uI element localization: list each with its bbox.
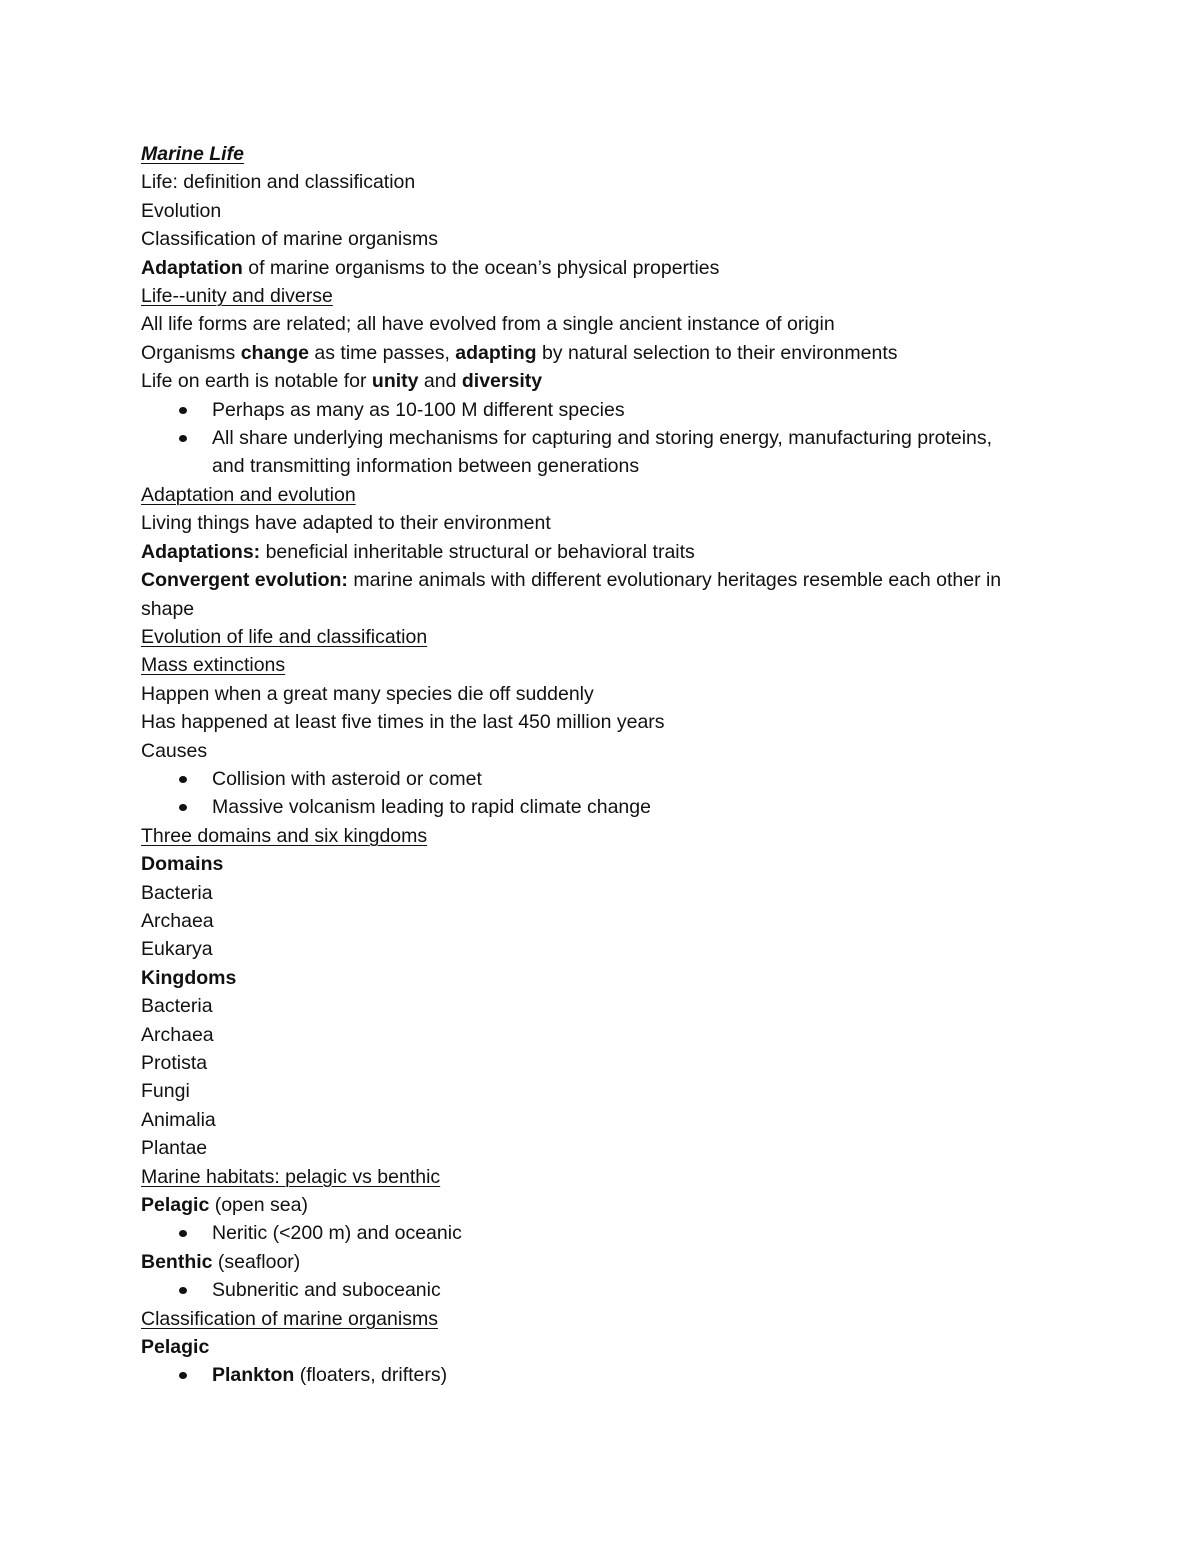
- bullet-item: [141, 1219, 1041, 1247]
- text-run: (open sea): [209, 1194, 308, 1217]
- bullet-item: [141, 1276, 1041, 1304]
- bullet-text: Collision with asteroid or comet: [212, 767, 482, 790]
- term-pelagic: Pelagic: [141, 1336, 210, 1359]
- text-run: (seafloor): [212, 1250, 301, 1273]
- adaptation-text: of marine organisms to the ocean’s physical properties: [242, 256, 720, 279]
- text-run: and: [418, 370, 462, 393]
- bullet-dot-icon: [179, 1372, 187, 1379]
- bullet-item: [141, 793, 1041, 821]
- bullet-text: Perhaps as many as 10-100 M different species: [212, 398, 625, 421]
- term-change: change: [240, 341, 309, 364]
- heading-classification: Classification of marine organisms: [141, 1307, 438, 1330]
- pelagic-line: [141, 1191, 1041, 1219]
- adaptation-line: [141, 254, 1041, 282]
- bullet-dot-icon: [179, 407, 187, 414]
- adapt-definition-2: [141, 566, 1031, 623]
- domains-label: [141, 850, 1041, 878]
- kingdom-item: Animalia: [141, 1108, 216, 1131]
- bullet-item: [141, 765, 1041, 793]
- term-kingdoms: Kingdoms: [141, 966, 237, 989]
- bullet-text: Massive volcanism leading to rapid climate change: [212, 796, 651, 819]
- heading-evolution-classification: Evolution of life and classification: [141, 625, 428, 648]
- bullet-dot-icon: [179, 1287, 187, 1294]
- bullet-text: Neritic (<200 m) and oceanic: [212, 1222, 462, 1245]
- bullet-dot-icon: [179, 776, 187, 783]
- text-run: marine animals with different evolutionary heritages resemble each other in shape: [141, 569, 1002, 620]
- kingdom-item: Plantae: [141, 1137, 208, 1160]
- bullet-text: (floaters, drifters): [294, 1364, 448, 1387]
- term-convergent-evolution: Convergent evolution:: [141, 569, 348, 592]
- bullet-text: Subneritic and suboceanic: [212, 1279, 441, 1302]
- bullet-item: [141, 396, 1041, 424]
- heading-mass-extinctions: Mass extinctions: [141, 654, 286, 677]
- term-adaptations: Adaptations:: [141, 540, 261, 563]
- term-adapting: adapting: [455, 341, 537, 364]
- text-run: beneficial inheritable structural or behavioral traits: [260, 540, 695, 563]
- term-plankton: Plankton: [212, 1364, 295, 1387]
- bullet-item: [141, 424, 1041, 481]
- term-unity: unity: [371, 370, 419, 393]
- intro-line-2: Evolution: [141, 199, 222, 222]
- bullet-dot-icon: [179, 435, 187, 442]
- domain-item: Bacteria: [141, 881, 213, 904]
- text-run: by natural selection to their environments: [536, 341, 898, 364]
- bullet-dot-icon: [179, 1230, 187, 1237]
- mass-line-1: Happen when a great many species die off suddenly: [141, 682, 594, 705]
- mass-line-3: Causes: [141, 739, 208, 762]
- heading-unity: Life--unity and diverse: [141, 285, 333, 308]
- kingdom-item: Protista: [141, 1052, 208, 1074]
- mass-line-2: Has happened at least five times in the last 450 million years: [141, 711, 665, 734]
- kingdom-item: Bacteria: [141, 995, 213, 1018]
- heading-habitats: Marine habitats: pelagic vs benthic: [141, 1165, 441, 1188]
- bullet-dot-icon: [179, 804, 187, 811]
- unity-line-1: All life forms are related; all have evolved from a single ancient instance of origin: [141, 313, 835, 336]
- intro-line-3: Classification of marine organisms: [141, 228, 438, 251]
- unity-line-2: [141, 339, 1041, 367]
- adapt-definition-1: [141, 538, 1041, 566]
- bullet-text: All share underlying mechanisms for capturing and storing energy, manufacturing proteins, and transmitting information between generations: [212, 427, 993, 478]
- intro-line-1: Life: definition and classification: [141, 171, 416, 194]
- kingdom-item: Fungi: [141, 1080, 190, 1103]
- text-run: as time passes,: [308, 341, 456, 364]
- document-body: [141, 140, 1041, 1390]
- term-benthic: Benthic: [141, 1250, 213, 1273]
- unity-line-3: [141, 367, 1041, 395]
- kingdoms-label: [141, 964, 1041, 992]
- domain-item: Archaea: [141, 909, 214, 932]
- adaptation-term: Adaptation: [141, 256, 243, 279]
- kingdom-item: Archaea: [141, 1023, 214, 1046]
- text-run: Organisms: [141, 341, 241, 364]
- text-run: Life on earth is notable for: [141, 370, 372, 393]
- term-diversity: diversity: [461, 370, 543, 393]
- heading-domains-kingdoms: Three domains and six kingdoms: [141, 824, 428, 847]
- heading-adaptation: Adaptation and evolution: [141, 483, 356, 506]
- adapt-line-1: Living things have adapted to their environment: [141, 512, 551, 535]
- benthic-line: [141, 1248, 1041, 1276]
- bullet-item: [141, 1361, 1041, 1389]
- classification-pelagic-label: [141, 1333, 1041, 1361]
- term-domains: Domains: [141, 853, 224, 876]
- term-pelagic: Pelagic: [141, 1194, 210, 1217]
- page-title: Marine Life: [141, 143, 244, 165]
- domain-item: Eukarya: [141, 938, 213, 961]
